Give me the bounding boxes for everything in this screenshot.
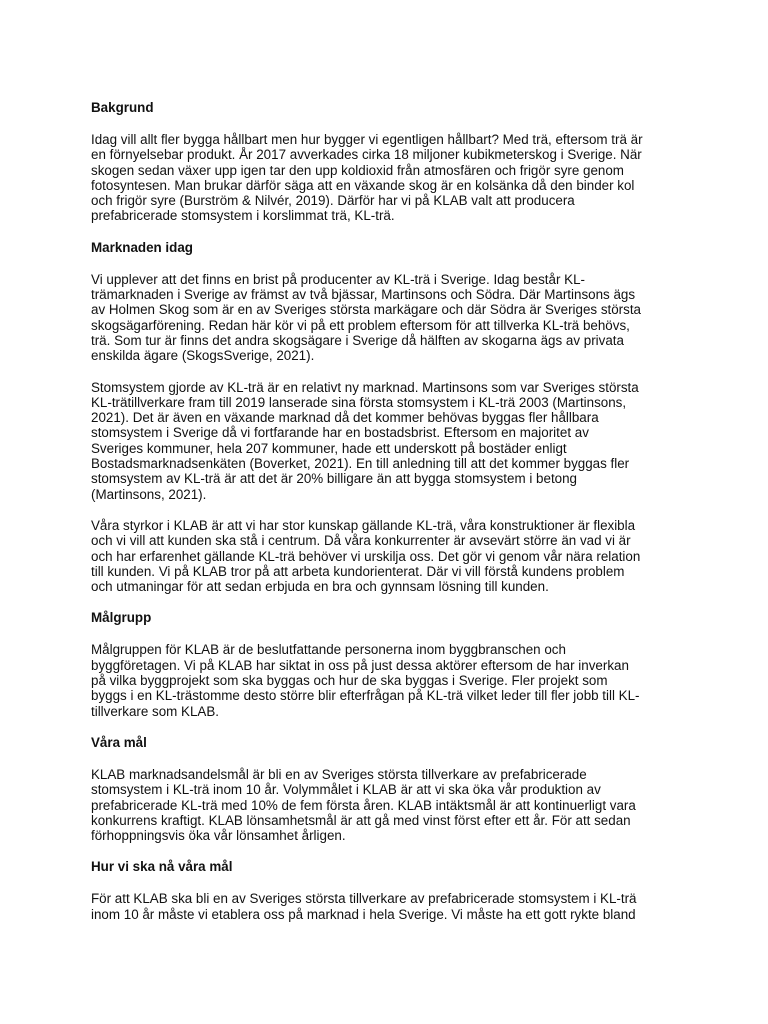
paragraph — [91, 642, 683, 718]
paragraph — [91, 272, 683, 364]
text-line: trä. Som tur är finns det andra skogsägare i Sverige då hälften av skogarna ägs av privata — [91, 332, 624, 348]
text-line: förhoppningsvis öka vår lönsamhet årligen. — [91, 828, 346, 844]
text-line: 2021). Det är även en växande marknad då det kommer behövas byggas fler hållbara — [91, 410, 599, 426]
paragraph — [91, 891, 683, 922]
text-line: byggföretagen. Vi på KLAB har siktat in oss på just dessa aktörer eftersom de har inverkan — [91, 657, 629, 673]
text-line: och vi vill att kunden ska stå i centrum. Då våra konkurrenter är avsevärt större än vad vi är — [91, 533, 631, 549]
text-line: Bostadsmarknadsenkäten (Boverket, 2021). En till anledning till att det kommer byggas fler — [91, 456, 630, 472]
text-line: prefabricerade KL-trä med 10% de fem första åren. KLAB intäktsmål är att kontinuerligt vara — [91, 797, 636, 813]
text-line: Idag vill allt fler bygga hållbart men hur bygger vi egentligen hållbart? Med trä, eftersom trä är — [91, 132, 643, 147]
text-line: skogsägarförening. Redan här kör vi på ett problem eftersom för att tillverka KL-trä behövs, — [91, 317, 630, 333]
text-line: KL-trätillverkare fram till 2019 lanserade sina första stomsystem i KL-trä 2003 (Martinsons, — [91, 394, 627, 410]
document-body — [91, 100, 683, 938]
paragraph — [91, 380, 683, 502]
text-line: av Holmen Skog som är en av Sveriges största markägare och där Södra är Sveriges största — [91, 302, 642, 318]
text-line: För att KLAB ska bli en av Sveriges största tillverkare av prefabricerade stomsystem i KL-trä — [91, 891, 637, 907]
paragraph — [91, 767, 683, 843]
text-line: och har erfarenhet gällande KL-trä behöver vi urskilja oss. Det gör vi genom vår nära relation — [91, 548, 641, 564]
text-line: trämarknaden i Sverige av främst av två bjässar, Martinsons och Södra. Där Martinsons ägs — [91, 287, 636, 303]
text-line: tillverkare som KLAB. — [91, 703, 219, 719]
text-line: enskilda ägare (SkogsSverige, 2021). — [91, 348, 315, 364]
paragraph — [91, 132, 683, 224]
text-line: en förnyelsebar produkt. År 2017 avverkades cirka 18 miljoner kubikmeterskog i Sverige. När — [91, 147, 642, 163]
text-line: Vi upplever att det finns en brist på producenter av KL-trä i Sverige. Idag består KL- — [91, 271, 585, 287]
text-line: på vilka byggprojekt som ska byggas och hur de ska byggas i Sverige. Fler projekt som — [91, 673, 608, 689]
text-line: konkurrens kraftigt. KLAB lönsamhetsmål är att gå med vinst först efter ett år. För att sedan — [91, 812, 631, 828]
text-line: Stomsystem gjorde av KL-trä är en relativt ny marknad. Martinsons som var Sveriges största — [91, 379, 639, 395]
text-line: stomsystem av KL-trä är att det är 20% billigare än att bygga stomsystem i betong — [91, 471, 578, 487]
text-line: byggs i en KL-trästomme desto större blir efterfrågan på KL-trä vilket leder till fler jobb till KL- — [91, 688, 640, 704]
section-heading: Hur vi ska nå våra mål — [91, 859, 233, 875]
text-line: Sveriges kommuner, hela 207 kommuner, hade ett underskott på bostäder enligt — [91, 440, 567, 456]
text-line: skogen sedan växer upp igen tar den upp koldioxid från atmosfären och frigör syre genom — [91, 162, 624, 178]
text-line: Våra styrkor i KLAB är att vi har stor kunskap gällande KL-trä, våra konstruktioner är flexibla — [91, 517, 636, 533]
paragraph — [91, 518, 683, 594]
text-line: KLAB marknadsandelsmål är bli en av Sveriges största tillverkare av prefabricerade — [91, 766, 587, 782]
text-line: Målgruppen för KLAB är de beslutfattande personerna inom byggbranschen och — [91, 642, 566, 658]
section-heading: Våra mål — [91, 734, 147, 750]
text-line: till kunden. Vi på KLAB tror på att arbeta kundorienterat. Där vi vill förstå kundens problem — [91, 563, 625, 579]
section-heading: Bakgrund — [91, 100, 154, 115]
text-line: och frigör syre (Burström & Nilvér, 2019). Därför har vi på KLAB valt att producera — [91, 193, 575, 209]
text-line: (Martinsons, 2021). — [91, 486, 207, 502]
text-line: inom 10 år måste vi etablera oss på marknad i hela Sverige. Vi måste ha ett gott rykte bland — [91, 906, 636, 922]
text-line: och utmaningar för att sedan erbjuda en bra och gynnsam lösning till kunden. — [91, 579, 549, 595]
text-line: stomsystem i KL-trä inom 10 år. Volymmålet i KLAB är att vi ska öka vår produktion av — [91, 782, 601, 798]
text-line: stomsystem i Sverige då vi fortfarande har en bostadsbrist. Eftersom en majoritet av — [91, 425, 589, 441]
text-line: prefabricerade stomsystem i korslimmat trä, KL-trä. — [91, 208, 395, 224]
section-heading: Målgrupp — [91, 610, 152, 626]
text-line: fotosyntesen. Man brukar därför säga att en växande skog är en kolsänka då den binder kol — [91, 177, 635, 193]
section-heading: Marknaden idag — [91, 239, 193, 255]
